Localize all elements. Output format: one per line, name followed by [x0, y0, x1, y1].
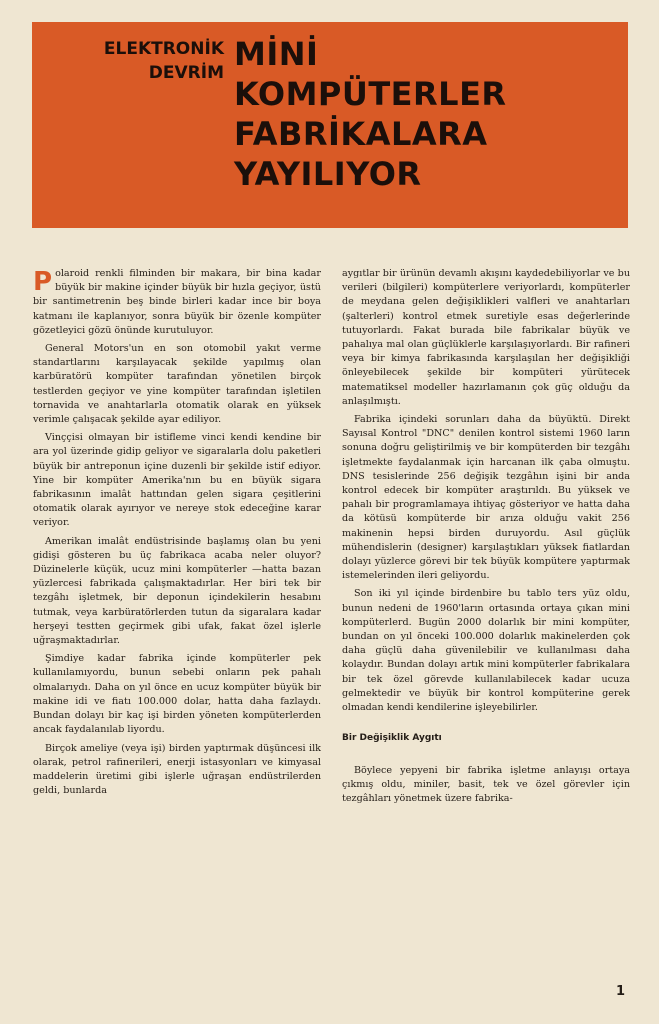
- paragraph: aygıtlar bir ürünün devamlı akışını kaydedebiliyorlar ve bu verileri (bilgileri) kompüterlere veriyorlardı, kompüterler de meydana gelen değişiklikleri valfleri ve anahtarları (şalterleri) kontrol etmek suretiyle esas değerlerinde tutuyorlardı. Fakat burada bile fabrikalar büyük ve pahalıya mal olan güçlüklerle karşılaşıyorlardı. Bir rafineri veya bir kimya fabrikasında karşılaşılan her değişikliği önleyebilecek şekilde bir kompüteri yürütecek matematiksel modeller hazırlamanın çok güç olduğu da anlaşılmıştı.: [342, 268, 630, 407]
- paragraph: Fabrika içindeki sorunları daha da büyüktü. Direkt Sayısal Kontrol "DNC" denilen kontrol sistemi 1960 ların sonuna doğru geliştirilmiş ve bir kompüterden bir tezgâhı işletmekte faydalanmak için harcanan ilk çaba olmuştu. DNS tesislerinde 256 değişik tezgâhın işini bir anda kontrol edecek bir kompüter araştırıldı. Bu yüksek ve pahalı bir programlamaya ihtiyaç gösteriyor ve hatta daha da kötüsü kompüterde bir arıza olduğu vakit 256 makinenin hepsi birden duruyordu. Asıl güçlük mühendislerin (designer) karşılaştıkları yüksek fiatlardan dolayı yüzlerce görevi bir tek büyük kompütere yaptırmak istemelerinden ileri geliyordu.: [342, 414, 630, 582]
- paragraph: Birçok ameliye (veya işi) birden yaptırmak düşüncesi ilk olarak, petrol rafinerileri, enerji istasyonları ve kimyasal maddelerin üretimi gibi işlerle uğraşan endüstrilerden geldi, bunlarda: [33, 742, 321, 797]
- title-line: KOMPÜTERLER: [234, 75, 507, 113]
- paragraph: Böylece yepyeni bir fabrika işletme anlayışı ortaya çıkmış oldu, miniler, basit, tek ve özel görevler için tezgâhları yönetmek üzere fabrika-: [342, 764, 630, 804]
- section-kicker: [46, 37, 224, 85]
- article-column-left: [33, 267, 321, 802]
- title-line: FABRİKALARA: [234, 115, 488, 153]
- kicker-line: DEVRİM: [148, 63, 224, 83]
- subheading: Bir Değişiklik Aygıtı: [342, 733, 442, 744]
- kicker-line: ELEKTRONİK: [103, 39, 224, 59]
- paragraph: Amerikan imalât endüstrisinde başlamış olan bu yeni gidişi gösteren bu üç fabrikaca acaba neler oluyor? Düzinelerle küçük, ucuz mini kompüterler —hatta bazan yüzlercesi fabrikada çalışmaktadırlar. Her biri tek bir tezgâhı işletmek, bir deponun içindekilerin hesabını tutmak, veya karbüratörlerden tutun da sigaralara kadar herşeyi testten geçirmek gibi ufak, fakat özel işlerle uğraşmaktadırlar.: [33, 535, 321, 647]
- page-number: 1: [616, 984, 626, 999]
- paragraph: Şimdiye kadar fabrika içinde kompüterler pek kullanılamıyordu, bunun sebebi onların pek pahalı olmalarıydı. Daha on yıl önce en ucuz kompüter büyük bir makine idi ve fiatı 100.000 dolar, hatta daha fazlaydı. Bundan dolayı bir kaç işi birden yöneten kompüterlerden ancak faydalanılab liyordu.: [33, 653, 321, 736]
- paragraph: General Motors'un en son otomobil yakıt verme standartlarını karşılayacak şekilde yapılmış olan karbüratörü kompüter tarafından yönetilen birçok testlerden geçiyor ve yine kompüter tarafından işletilen tornavida ve anahtarlarla otomatik olarak en yüksek verimle çalışacak şekilde ayar ediliyor.: [33, 343, 321, 426]
- title-banner: [32, 22, 628, 228]
- title-line: MİNİ: [234, 35, 319, 73]
- paragraph: [33, 267, 321, 338]
- title-line: YAYILIYOR: [234, 155, 422, 193]
- paragraph: Son iki yıl içinde birdenbire bu tablo ters yüz oldu, bunun nedeni de 1960'ların ortasında ortaya çıkan mini kompüterlerd. Bugün 2000 dolarlık bir mini kompüter, bundan on yıl önceki 100.000 dolarlık makinelerden çok daha güçlü daha güvenilebilir ve kullanılması daha kolaydır. Bundan dolayı artık mini kompüterler fabrikalara bir tek özel görevde kullanılabilecek kadar ucuza gelmektedir ve büyük bir kontrol kompüterine gerek olmadan kendi kendilerine işleyebilirler.: [342, 588, 630, 714]
- paragraph-text: olaroid renkli filminden bir makara, bir bina kadar büyük bir makine içinder büyük bir hızla geçiyor, üstü bir santimetrenin beş binde birleri kadar ince bir boya katmanı ile kaplanıyor, sonra büyük bir özenle kompüter gözetleyici gözü önünde kurutuluyor.: [33, 268, 321, 336]
- drop-cap: P: [33, 267, 53, 297]
- paragraph: Vinççisi olmayan bir istifleme vinci kendi kendine bir ara yol üzerinde gidip geliyor ve sigaralarla dolu paketleri büyük bir antreponun içine duzenli bir şekilde istif ediyor. Yine bir kompüter Amerika'nın bu en büyük sigara fabrikasının imalât hattından gelen sigara çeşitlerini otomatik olarak ayırıyor ve nereye stok edeceğine karar veriyor.: [33, 432, 321, 529]
- article-title: [234, 34, 614, 194]
- article-column-right: [342, 267, 630, 810]
